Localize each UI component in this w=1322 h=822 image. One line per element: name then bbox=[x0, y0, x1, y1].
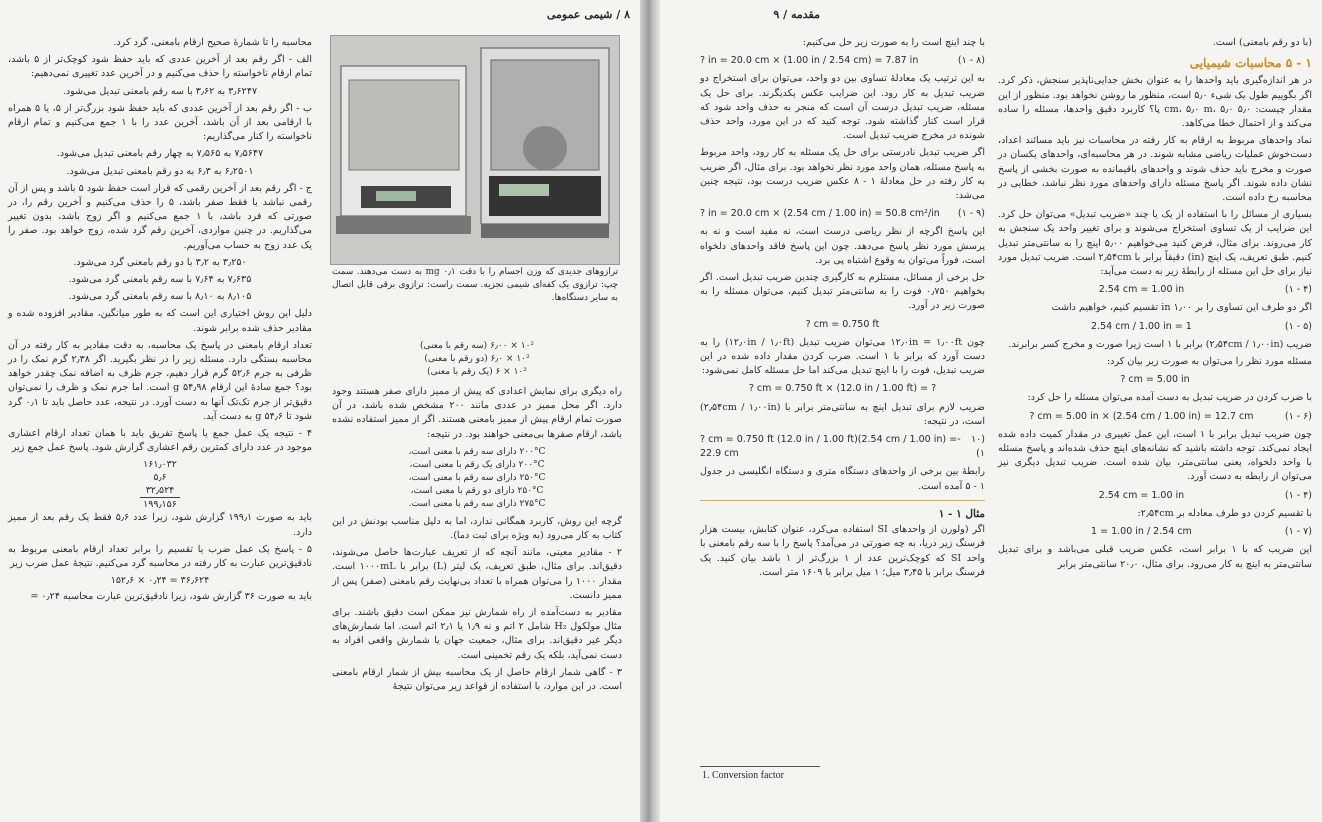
equation-partial: ? cm = 0.750 ft × (12.0 in / 1.00 ft) = ? bbox=[748, 383, 937, 395]
paragraph: ۳ - گاهی شمار ارقام حاصل از یک محاسبه بیش از شمار ارقام بامعنی است. در این موارد، با استفاده از قواعد زیر می‌توان نتیجهٔ bbox=[332, 666, 622, 693]
paragraph: گرچه این روش، کاربرد همگانی ندارد، اما به دلیل مناسب بودنش در این کتاب به کار می‌رود (به ویژه برای ثبت دما). bbox=[332, 515, 622, 542]
equation-feet: ? cm = 0.750 ft bbox=[805, 318, 880, 330]
paragraph: حل برخی از مسائل، مستلزم به کارگیری چندین ضریب تبدیل است. اگر بخواهیم ۰٫۷۵۰ فوت را به سانتی‌متر تبدیل کنیم، می‌توان مسئله را به صورت زیر در آورد. bbox=[700, 272, 986, 312]
equation-math: ? in = 20.0 cm × (1.00 in / 2.54 cm) = 7.87 in bbox=[700, 55, 919, 67]
paragraph: محاسبه را تا شمارهٔ صحیح ارقام بامعنی، گرد کرد. bbox=[113, 37, 312, 48]
equation-number: (۴ - ۱) bbox=[1284, 284, 1312, 296]
paragraph: اگر ضریب تبدیل نادرستی برای حل یک مسئله به کار رود، واحد مربوط به پاسخ مسئله، همان واحد مورد نظر نخواهد بود. برای مثال، اگر ضریب به کار رفته در حل معادلهٔ ۱ - ۸ عکس ضریب درست بود، نتیجه چنین می‌شد: bbox=[700, 147, 986, 202]
equation-1-10 bbox=[700, 433, 985, 461]
equation-number: (۷ - ۱) bbox=[1284, 526, 1312, 538]
addition-row: ۱۶۱٫۰۳۲ bbox=[143, 459, 177, 471]
left-page bbox=[0, 0, 640, 822]
equation-number: (۸ - ۱) bbox=[957, 55, 985, 67]
paragraph: مقادیر به دست‌آمده از راه شمارش نیز ممکن است دقیق باشند. برای مثال مولکول H₂ شامل ۲ اتم و نه ۱٫۹ یا ۲٫۱ اتم است. اما شمارش‌های دیگر غیر دقیق‌اند. برای مثال، جمعیت جهان یا شمارش واقعی افراد به دست نمی‌آید، بلکه یک رقم تخمینی است. bbox=[332, 607, 622, 661]
list-item: ۱۰² × ۶ (یک رقم با معنی) bbox=[427, 367, 527, 377]
equation-number: (۶ - ۱) bbox=[1284, 410, 1312, 422]
paragraph: دلیل این روش اختیاری این است که به طور میانگین، مقادیر افزوده شده و مقادیر حذف شده برابر شوند. bbox=[8, 308, 312, 334]
paragraph: راه دیگری برای نمایش اعدادی که پیش از ممیز دارای صفر هستند وجود دارد. اگر محل ممیز در عددی مانند ۲۰۰ مشخص شده باشد، در آن صورت تمام ارقام پیش از ممیز بامعنی هستند. اگر از ممیز استفاده نشده باشد، ارقام صفرها بی‌معنی خواهند بود. در نتیجه: bbox=[332, 386, 622, 440]
equation-math: 2.54 cm = 1.00 in bbox=[1098, 284, 1185, 296]
paragraph: به این ترتیب یک معادلهٔ تساوی بین دو واحد، می‌توان برای استخراج دو ضریب تبدیل به کار رود. این ضرایب عکس یکدیگرند. برای حل یک مسئله، ضریب تبدیل درست آن است که منجر به حذف واحد شود که قرار است کنار گذاشته شود. توجه کنید که در این مورد، واحد حذف شونده در مخرج ضریب تبدیل است. bbox=[700, 73, 985, 142]
equation-1-8 bbox=[700, 54, 985, 68]
left-page-middle-column bbox=[332, 340, 622, 697]
equation-math: 2.54 cm / 1.00 in = 1 bbox=[1091, 320, 1192, 332]
footnote-rule bbox=[700, 766, 820, 767]
balances-photo bbox=[330, 35, 620, 265]
right-page bbox=[660, 0, 1322, 822]
equation-number: (۹ - ۱) bbox=[957, 208, 985, 220]
equation-math: ? cm = 5.00 in × (2.54 cm / 1.00 in) = 12.7 cm bbox=[1029, 410, 1254, 422]
paragraph: اگر دو طرف این تساوی را بر ۱٫۰۰ in تقسیم کنیم، خواهیم داشت bbox=[1051, 302, 1312, 314]
footnote: 1. Conversion factor bbox=[702, 770, 784, 781]
paragraph: تعداد ارقام بامعنی در پاسخ یک محاسبه، به دقت مقادیر به کار رفته در آن محاسبه بستگی دارد. مسئله زیر را در نظر بگیرید. اگر ۲٫۳۸ گرم نمک را در ظرفی به جرم ۵۲٫۶ گرم قرار دهیم، جرم ظرف به اضافه نمک چقدر خواهد بود؟ جمع سادهٔ این ارقام ۵۴٫۹۸ g است. اما جرم نمک و ظرف را نمی‌توان دقیق‌تر از جرم تک‌تک آنها به دست آورد. در نتیجه، عدد حاصل باید تا ۰٫۱ گرد شود تا ۵۴٫۶ g به دست آید. bbox=[8, 339, 313, 422]
example-title: مثال ۱ - ۱ bbox=[938, 507, 985, 520]
equation-1-4 bbox=[998, 283, 1312, 297]
equation-math: ? in = 20.0 cm × (2.54 cm / 1.00 in) = 50.8 cm²/in bbox=[700, 208, 940, 220]
example-line: ۷٫۶۳۵ به ۷٫۶۴ با سه رقم بامعنی گرد می‌شود. bbox=[68, 274, 252, 286]
left-page-right-column bbox=[8, 36, 312, 608]
equation-1-9 bbox=[700, 207, 985, 221]
equation-math: 2.54 cm = 1.00 in bbox=[1098, 489, 1185, 501]
addition-row: ۵٫۶ bbox=[153, 472, 167, 484]
multiplication-line: ۱۵۲٫۶ × ۰٫۲۴ = ۳۶٫۶۲۴ bbox=[110, 575, 210, 587]
paragraph: نماد واحدهای مربوط به ارقام به کار رفته در محاسبات نیز باید مسائند اعداد، دست‌خوش عملیات ریاضی مشابه شوند. در هر محاسبه‌ای، واحدهای یکسان در صورت و مخرج باید حذف شوند و واحدهای باقیمانده به صورت بخشی از پاسخ نشان داده شوند. اگر پاسخ مسئله دارای واحدهای مورد نظر نباشد، خطایی در محاسبه رخ داده است. bbox=[998, 135, 1312, 204]
paragraph: با ضرب کردن در ضریب تبدیل به دست آمده می‌توان مسئله را حل کرد: bbox=[1027, 392, 1312, 404]
right-page-right-column bbox=[998, 36, 1312, 575]
equation-math: 1 = 1.00 in / 2.54 cm bbox=[1091, 526, 1192, 538]
section-title: ۱ - ۵ محاسبات شیمیایی bbox=[1189, 56, 1312, 71]
scientific-notation-list bbox=[332, 340, 622, 379]
equation-question: ? cm = 5.00 in bbox=[1120, 374, 1190, 386]
example-line: ۸٫۱۰۵ به ۸٫۱۰ با سه رقم بامعنی گرد می‌شود. bbox=[68, 291, 252, 303]
list-item: ۲۰۰°C دارای سه رقم با معنی است، bbox=[408, 446, 546, 457]
equation-1-6 bbox=[998, 410, 1312, 424]
paragraph: رابطهٔ بین برخی از واحدهای دستگاه متری و دستگاه انگلیسی در جدول ۱ - ۵ آمده است. bbox=[700, 466, 985, 492]
equation-1-7 bbox=[998, 525, 1312, 539]
temperature-list bbox=[332, 446, 622, 511]
paragraph: بسیاری از مسائل را با استفاده از یک یا چند «ضریب تبدیل» می‌توان حل کرد. این ضرایب از یک تساوی استخراج می‌شوند و برای تغییر واحد یک سنجش به کار می‌روند. برای مثال، فرض کنید می‌خواهیم ۵٫۰۰ اینچ را به سانتی‌متر تبدیل کنیم. طبق تعریف، یک اینچ (in) دقیقاً برابر با ۲٫۵۴cm است. ضریب تبدیل مورد نیاز برای حل این مسئله از رابطهٔ زیر به دست می‌آید: bbox=[998, 209, 1313, 278]
list-item: ۲۷۵°C دارای سه رقم با معنی است. bbox=[408, 498, 546, 509]
paragraph: باید به صورت ۱۹۹٫۱ گزارش شود، زیرا عدد ۵٫۶ فقط یک رقم بعد از ممیز دارد. bbox=[8, 512, 312, 538]
paragraph: مسئله مورد نظر را می‌توان به صورت زیر بیان کرد: bbox=[1106, 356, 1312, 368]
equation-1-5 bbox=[998, 320, 1312, 334]
list-item: ۱۰² × ۶٫۰ (دو رقم با معنی) bbox=[424, 354, 530, 364]
balances-illustration bbox=[331, 36, 619, 264]
list-item: ۲۵۰°C دارای سه رقم با معنی است، bbox=[408, 472, 546, 483]
paragraph: با تقسیم کردن دو طرف معادله بر ۲٫۵۴cm: bbox=[1137, 507, 1312, 519]
paragraph: چون ۱۲٫۰in = ۱٫۰۰ft می‌توان ضریب تبدیل (۱۲٫۰in / ۱٫۰ft) را به دست آورد که برابر با ۱ است. ضرب کردن مقدار داده شده در این ضریب تبدیل، فوت را با اینچ تبدیل می‌کند اما حل مسئله کامل نمی‌شود: bbox=[700, 336, 985, 377]
list-item: ۲۵۰°C دارای دو رقم با معنی است، bbox=[410, 485, 544, 496]
addition-block bbox=[8, 458, 312, 511]
paragraph: این ضریب که با ۱ برابر است، عکس ضریب قبلی می‌باشد و برای تبدیل سانتی‌متر به اینچ به کار می‌رود. برای مثال، ۲۰٫۰ سانتی‌متر برابر bbox=[998, 544, 1313, 570]
paragraph: با چند اینچ است را به صورت زیر حل می‌کنیم: bbox=[802, 37, 985, 48]
book-gutter bbox=[640, 0, 660, 822]
equation-number: (۵ - ۱) bbox=[1284, 320, 1312, 332]
paragraph: ب - اگر رقم بعد از آخرین عددی که باید حفظ شود بزرگ‌تر از ۵، یا ۵ همراه با ارقامی بعد از آن باشد، آخرین عدد را با ۱ جمع می‌کنیم و تمام ارقام ناخواسته را کنار می‌گذاریم: bbox=[8, 102, 313, 143]
paragraph: الف - اگر رقم بعد از آخرین عددی که باید حفظ شود کوچک‌تر از ۵ باشد، تمام ارقام ناخواسته را حذف می‌کنیم و در آخرین عدد تغییری نمی‌دهیم: bbox=[8, 54, 312, 80]
paragraph: ۵ - پاسخ یک عمل ضرب یا تقسیم را برابر تعداد ارقام بامعنی مربوط به نادقیق‌ترین عبارت به کار رفته در محاسبه گرد می‌کنیم. نتیجهٔ عمل ضرب زیر bbox=[8, 543, 312, 570]
page-header: ۸ / شیمی عمومی bbox=[546, 8, 630, 21]
paragraph: در هر اندازه‌گیری باید واحدها را به عنوان بخش جدایی‌ناپذیر سنجش، ذکر کرد. اگر بگوییم طول یک شیء ۵٫۰ است، منظور ما روشن نخواهد بود. منظور از این مقدار چیست: ۵٫۰ cm، ۵٫۰ m، ۵٫۰ پا؟ کاربرد دقیق واحدها، مسئله را ساده می‌کند و از احتمال خطا می‌کاهد. bbox=[998, 75, 1312, 130]
list-item: ۲۰۰°C دارای یک رقم با معنی است، bbox=[409, 459, 545, 470]
paragraph: چون ضریب تبدیل برابر با ۱ است، این عمل تغییری در مقدار کمیت داده شده ایجاد نمی‌کند. توجه داشته باشید که نشانه‌های اینچ حذف شده‌اند و پاسخ مسئله با واحد دلخواه، یعنی سانتی‌متر، بیان شده است. ضریب تبدیل دیگری نیز می‌توان از رابطه به دست آورد. bbox=[998, 428, 1312, 483]
paragraph: (با دو رقم بامعنی) است. bbox=[1212, 37, 1312, 48]
right-page-left-column bbox=[700, 36, 985, 583]
equation-number: (۱۰ - ۱) bbox=[957, 434, 985, 460]
equation-1-4-repeat bbox=[998, 489, 1312, 503]
paragraph: ۲ - مقادیر معینی، مانند آنچه که از تعریف عبارت‌ها حاصل می‌شوند، دقیق‌اند. برای مثال، طبق تعریف، یک لیتر (L) برابر با ۱۰۰۰mL است. مقدار ۱۰۰۰ را می‌توان همراه با تعداد بی‌نهایت رقم بامعنی (صفر) پس از ممیز دانست. bbox=[332, 547, 622, 601]
addition-result: ۱۹۹٫۱۵۶ bbox=[143, 499, 177, 511]
paragraph: باید به صورت ۳۶ گزارش شود، زیرا نادقیق‌ترین عبارت محاسبه ۰٫۲۴ = bbox=[30, 591, 312, 603]
paragraph: ۴ - نتیجه یک عمل جمع یا پاسخ تفریق باید با همان تعداد ارقام اعشاری موجود در عدد دارای کمترین رقم اعشاری گزارش شود. پاسخ عمل جمع زیر bbox=[8, 428, 312, 454]
equation-math: ? cm = 0.750 ft (12.0 in / 1.00 ft)(2.54 cm / 1.00 in) = 22.9 cm bbox=[700, 434, 958, 460]
paragraph: این پاسخ اگرچه از نظر ریاضی درست است، نه مفید است و نه به پرسش مورد نظر پاسخ می‌دهد. چون این پاسخ فاقد واحدهای دلخواه است، فوراً می‌توان به وقوع اشتباه پی برد. bbox=[700, 226, 985, 266]
divider bbox=[700, 500, 985, 501]
paragraph: ج - اگر رقم بعد از آخرین رقمی که قرار است حفظ شود ۵ باشد و پس از آن رقمی نباشد یا فقط صفر باشد، ۵ را حذف می‌کنیم و آخرین رقم را، در صورتی که فرد باشد، با ۱ جمع می‌کنیم و اگر زوج باشد، بدون تغییر می‌گذاریم. در چنین مواردی، آخرین رقم گرد شده، زوج خواهد بود. صفر را یک عدد زوج به حساب می‌آوریم. bbox=[8, 182, 312, 251]
list-item: ۱۰² × ۶٫۰۰ (سه رقم با معنی) bbox=[419, 341, 535, 351]
paragraph: ضریب لازم برای تبدیل اینچ به سانتی‌متر برابر با (۲٫۵۴cm / ۱٫۰۰in) است، در نتیجه: bbox=[700, 401, 985, 427]
example-line: ۷٫۵۶۴۷ به ۷٫۵۶۵ به چهار رقم بامعنی تبدیل می‌شود. bbox=[56, 148, 264, 160]
equation-number: (۴ - ۱) bbox=[1284, 489, 1312, 501]
example-line: ۶٫۲۵۰۱ به ۶٫۳ به دو رقم بامعنی تبدیل می‌شود. bbox=[66, 165, 254, 177]
addition-row: ۳۲٫۵۲۴ bbox=[140, 484, 181, 498]
paragraph: ضریب (۲٫۵۴cm / ۱٫۰۰in) برابر با ۱ است زیرا صورت و مخرج کسر برابرند. bbox=[1008, 338, 1312, 350]
example-line: ۳٫۶۲۴۷ به ۳٫۶۲ با سه رقم بامعنی تبدیل می‌شود. bbox=[62, 85, 258, 97]
example-line: ۳٫۲۵۰ به ۳٫۲ با دو رقم بامعنی گرد می‌شود. bbox=[73, 256, 247, 268]
figure-caption: ترازوهای جدیدی که وزن اجسام را با دقت mg ۰٫۱ به دست می‌دهند. سمت چپ: ترازوی یک کفه‌ای شیمی تجزیه. سمت راست: ترازوی برقی قابل اتصال به سایر دستگاه‌ها. bbox=[332, 267, 618, 303]
example-text: اگر (ولورن از واحدهای SI استفاده می‌کرد، عنوان کتابش، بیست هزار فرسنگ زیر دریا، به چه صورتی در می‌آمد؟ پاسخ را با سه رقم بامعنی با واحد SI که کوچک‌ترین عدد از ۱ بزرگ‌تر از ۱ باشد بیان کنید. یک فرسنگ برابر با ۳٫۴۵ میل؛ ۱ میل برابر با ۱۶۰۹ متر است. bbox=[700, 524, 986, 578]
page-header: مقدمه / ۹ bbox=[773, 8, 820, 21]
